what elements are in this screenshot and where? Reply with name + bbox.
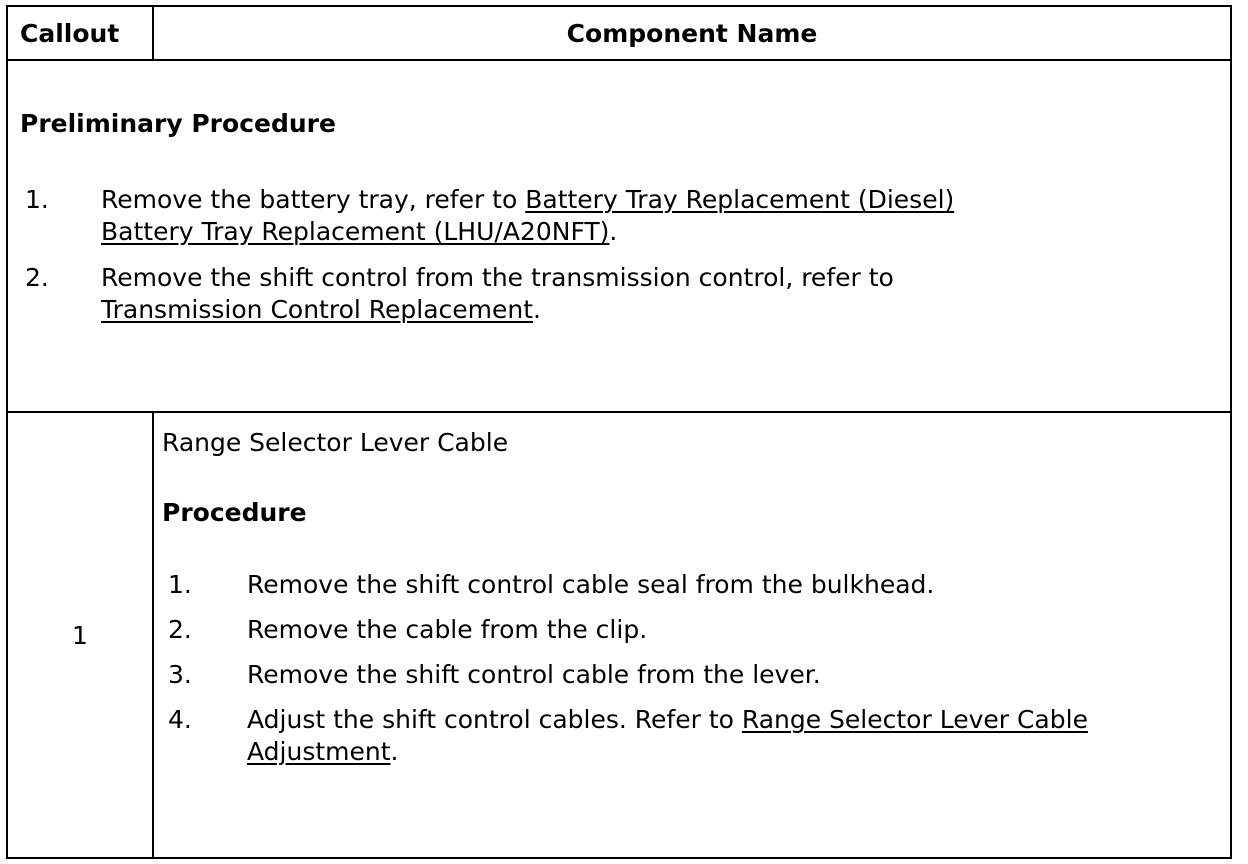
step-number: 3. xyxy=(168,660,192,689)
transmission-control-replacement-link[interactable]: Transmission Control Replacement xyxy=(101,295,534,324)
step-text-plain: Remove the shift control from the transmission control, refer to xyxy=(101,263,894,292)
step-text xyxy=(247,704,1230,768)
procedure-title: Procedure xyxy=(162,498,307,527)
list-item xyxy=(8,262,1230,326)
header-row xyxy=(7,6,1231,60)
range-selector-lever-cable-adjustment-link[interactable]: Range Selector Lever Cable Adjustment xyxy=(247,705,1088,766)
step-number: 1. xyxy=(25,185,49,214)
battery-tray-lhu-link[interactable]: Battery Tray Replacement (LHU/A20NFT) xyxy=(101,217,610,246)
battery-tray-diesel-link[interactable]: Battery Tray Replacement (Diesel) xyxy=(525,185,955,214)
callout-cell: 1 xyxy=(7,412,153,858)
step-suffix: . xyxy=(533,295,541,324)
step-text xyxy=(101,184,1230,248)
list-item xyxy=(162,614,1230,646)
step-text: Remove the shift control cable seal from the bulkhead. xyxy=(247,570,935,599)
step-number: 2. xyxy=(25,263,49,292)
step-suffix: . xyxy=(390,737,399,766)
step-text xyxy=(101,262,1230,326)
step-text: Remove the shift control cable from the lever. xyxy=(247,660,821,689)
step-number: 2. xyxy=(168,615,192,644)
list-item xyxy=(162,659,1230,691)
procedure-table xyxy=(6,5,1232,859)
component-name: Range Selector Lever Cable xyxy=(162,428,509,457)
step-text-plain: Adjust the shift control cables. Refer to xyxy=(247,705,742,734)
component-name-header: Component Name xyxy=(153,6,1231,60)
callout-header: Callout xyxy=(7,6,153,60)
step-text: Remove the cable from the clip. xyxy=(247,615,648,644)
list-item xyxy=(8,184,1230,248)
list-item xyxy=(162,569,1230,601)
component-cell xyxy=(153,412,1231,858)
preliminary-procedure-title: Preliminary Procedure xyxy=(20,109,336,138)
step-number: 1. xyxy=(168,570,192,599)
step-text-plain: Remove the battery tray, refer to xyxy=(101,185,526,214)
preliminary-steps xyxy=(8,184,1230,326)
preliminary-cell xyxy=(7,60,1231,412)
table-row xyxy=(7,412,1231,858)
preliminary-row xyxy=(7,60,1231,412)
list-item xyxy=(162,704,1230,768)
procedure-steps xyxy=(162,569,1230,768)
step-suffix: . xyxy=(609,217,618,246)
step-number: 4. xyxy=(168,705,192,734)
